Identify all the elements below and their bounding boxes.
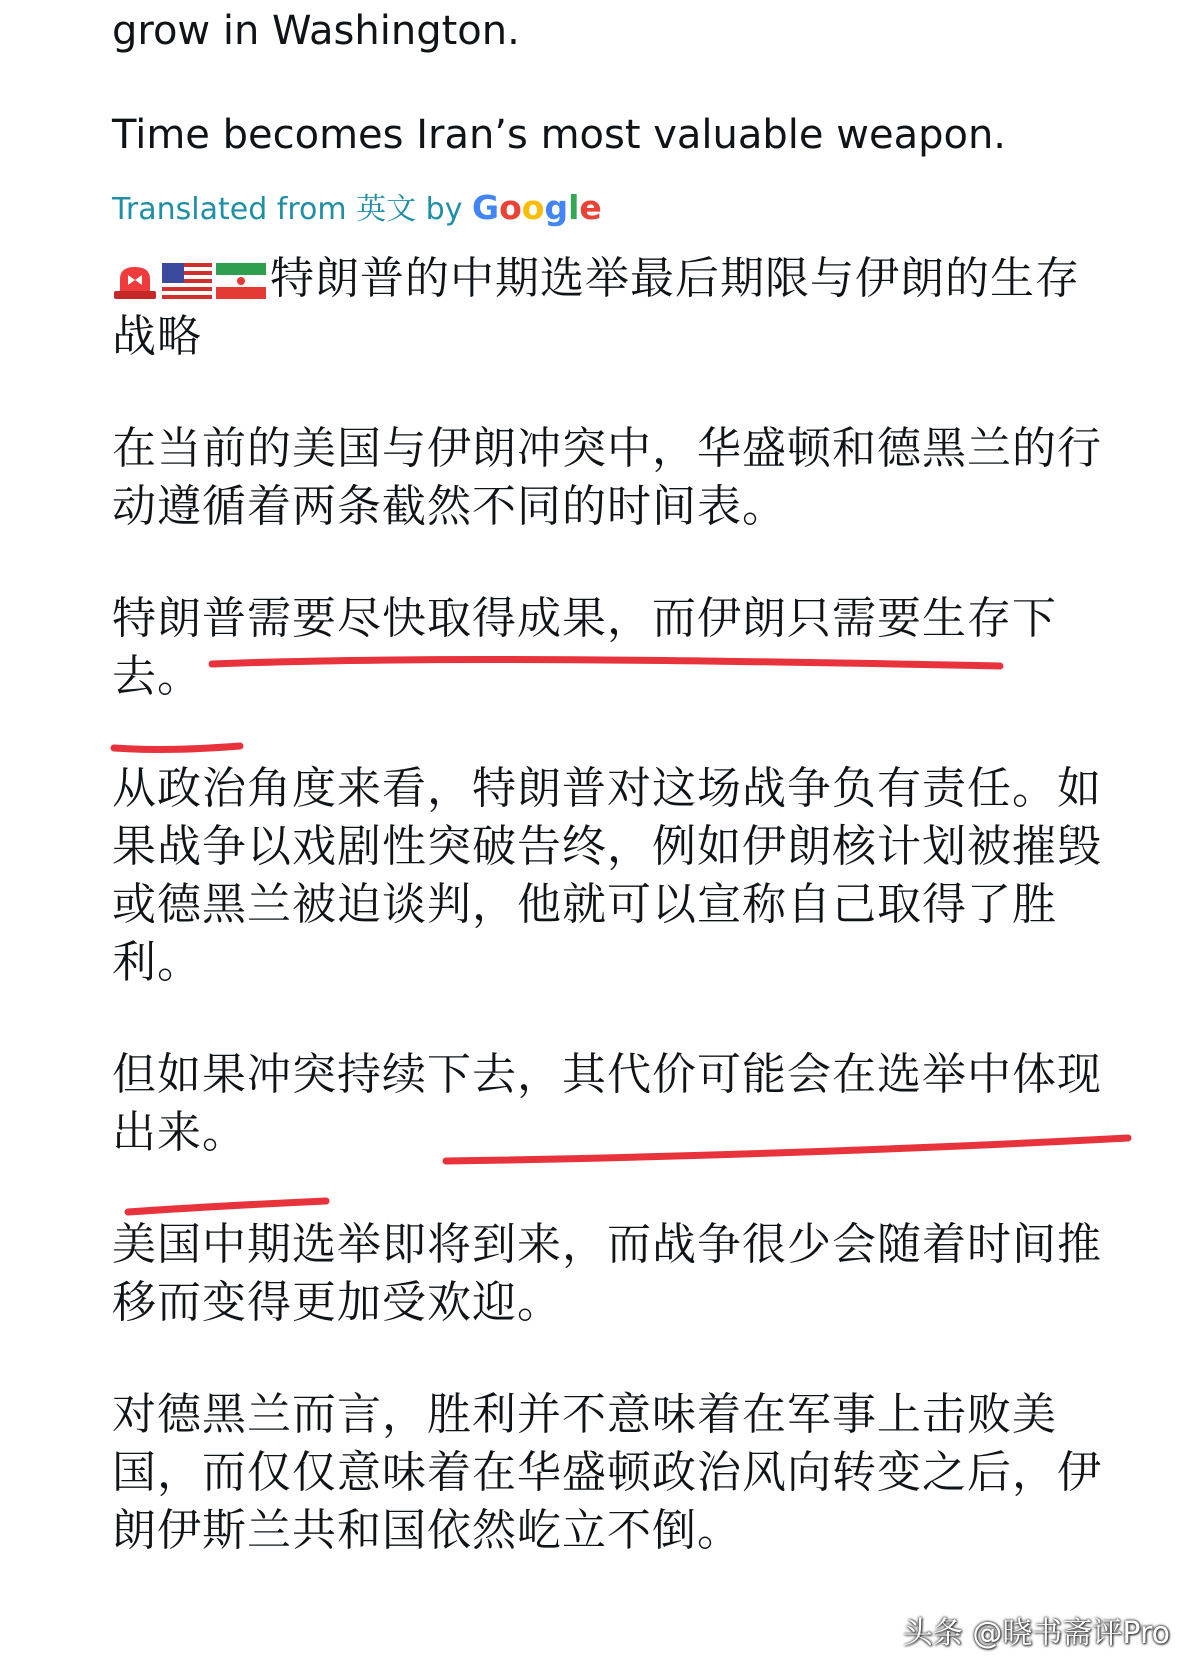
headline-text-1: 特朗普的中期选举最后期限与伊朗的生存 — [270, 253, 1080, 304]
paragraph-3-line-1: 从政治角度来看，特朗普对这场战争负有责任。如 — [112, 763, 1102, 814]
paragraph-1-line-2: 动遵循着两条截然不同的时间表。 — [112, 481, 787, 532]
headline-line-1 — [112, 248, 1080, 310]
us-flag-icon — [162, 263, 212, 299]
paragraph-6-line-1: 对德黑兰而言，胜利并不意味着在军事上击败美 — [112, 1389, 1057, 1440]
paragraph-6-line-2: 国，而仅仅意味着在华盛顿政治风向转变之后，伊 — [112, 1447, 1102, 1498]
paragraph-2-line-1: 特朗普需要尽快取得成果，而伊朗只需要生存下 — [112, 593, 1057, 644]
paragraph-1-line-1: 在当前的美国与伊朗冲突中，华盛顿和德黑兰的行 — [112, 423, 1102, 474]
iran-flag-icon — [216, 263, 266, 299]
text-line-grow: grow in Washington. — [112, 8, 520, 54]
text-line-time: Time becomes Iran’s most valuable weapon. — [112, 112, 1007, 158]
translated-from-google-link[interactable] — [112, 186, 602, 232]
paragraph-2-line-2: 去。 — [112, 651, 202, 702]
paragraph-4-line-2: 出来。 — [112, 1107, 247, 1158]
paragraph-5-line-2: 移而变得更加受欢迎。 — [112, 1277, 562, 1328]
headline-line-2: 战略 — [112, 311, 202, 362]
paragraph-3-line-3: 或德黑兰被迫谈判，他就可以宣称自己取得了胜 — [112, 879, 1057, 930]
paragraph-6-line-3: 朗伊斯兰共和国依然屹立不倒。 — [112, 1505, 742, 1556]
translated-prefix: Translated from 英文 by — [112, 192, 463, 227]
watermark: 头条 @晓书斋评Pro — [902, 1616, 1170, 1651]
paragraph-4-line-1: 但如果冲突持续下去，其代价可能会在选举中体现 — [112, 1049, 1102, 1100]
siren-icon — [112, 261, 158, 301]
paragraph-3-line-2: 果战争以戏剧性突破告终，例如伊朗核计划被摧毁 — [112, 821, 1102, 872]
paragraph-5-line-1: 美国中期选举即将到来，而战争很少会随着时间推 — [112, 1219, 1102, 1270]
google-logo: Google — [472, 188, 602, 227]
paragraph-3-line-4: 利。 — [112, 937, 202, 988]
